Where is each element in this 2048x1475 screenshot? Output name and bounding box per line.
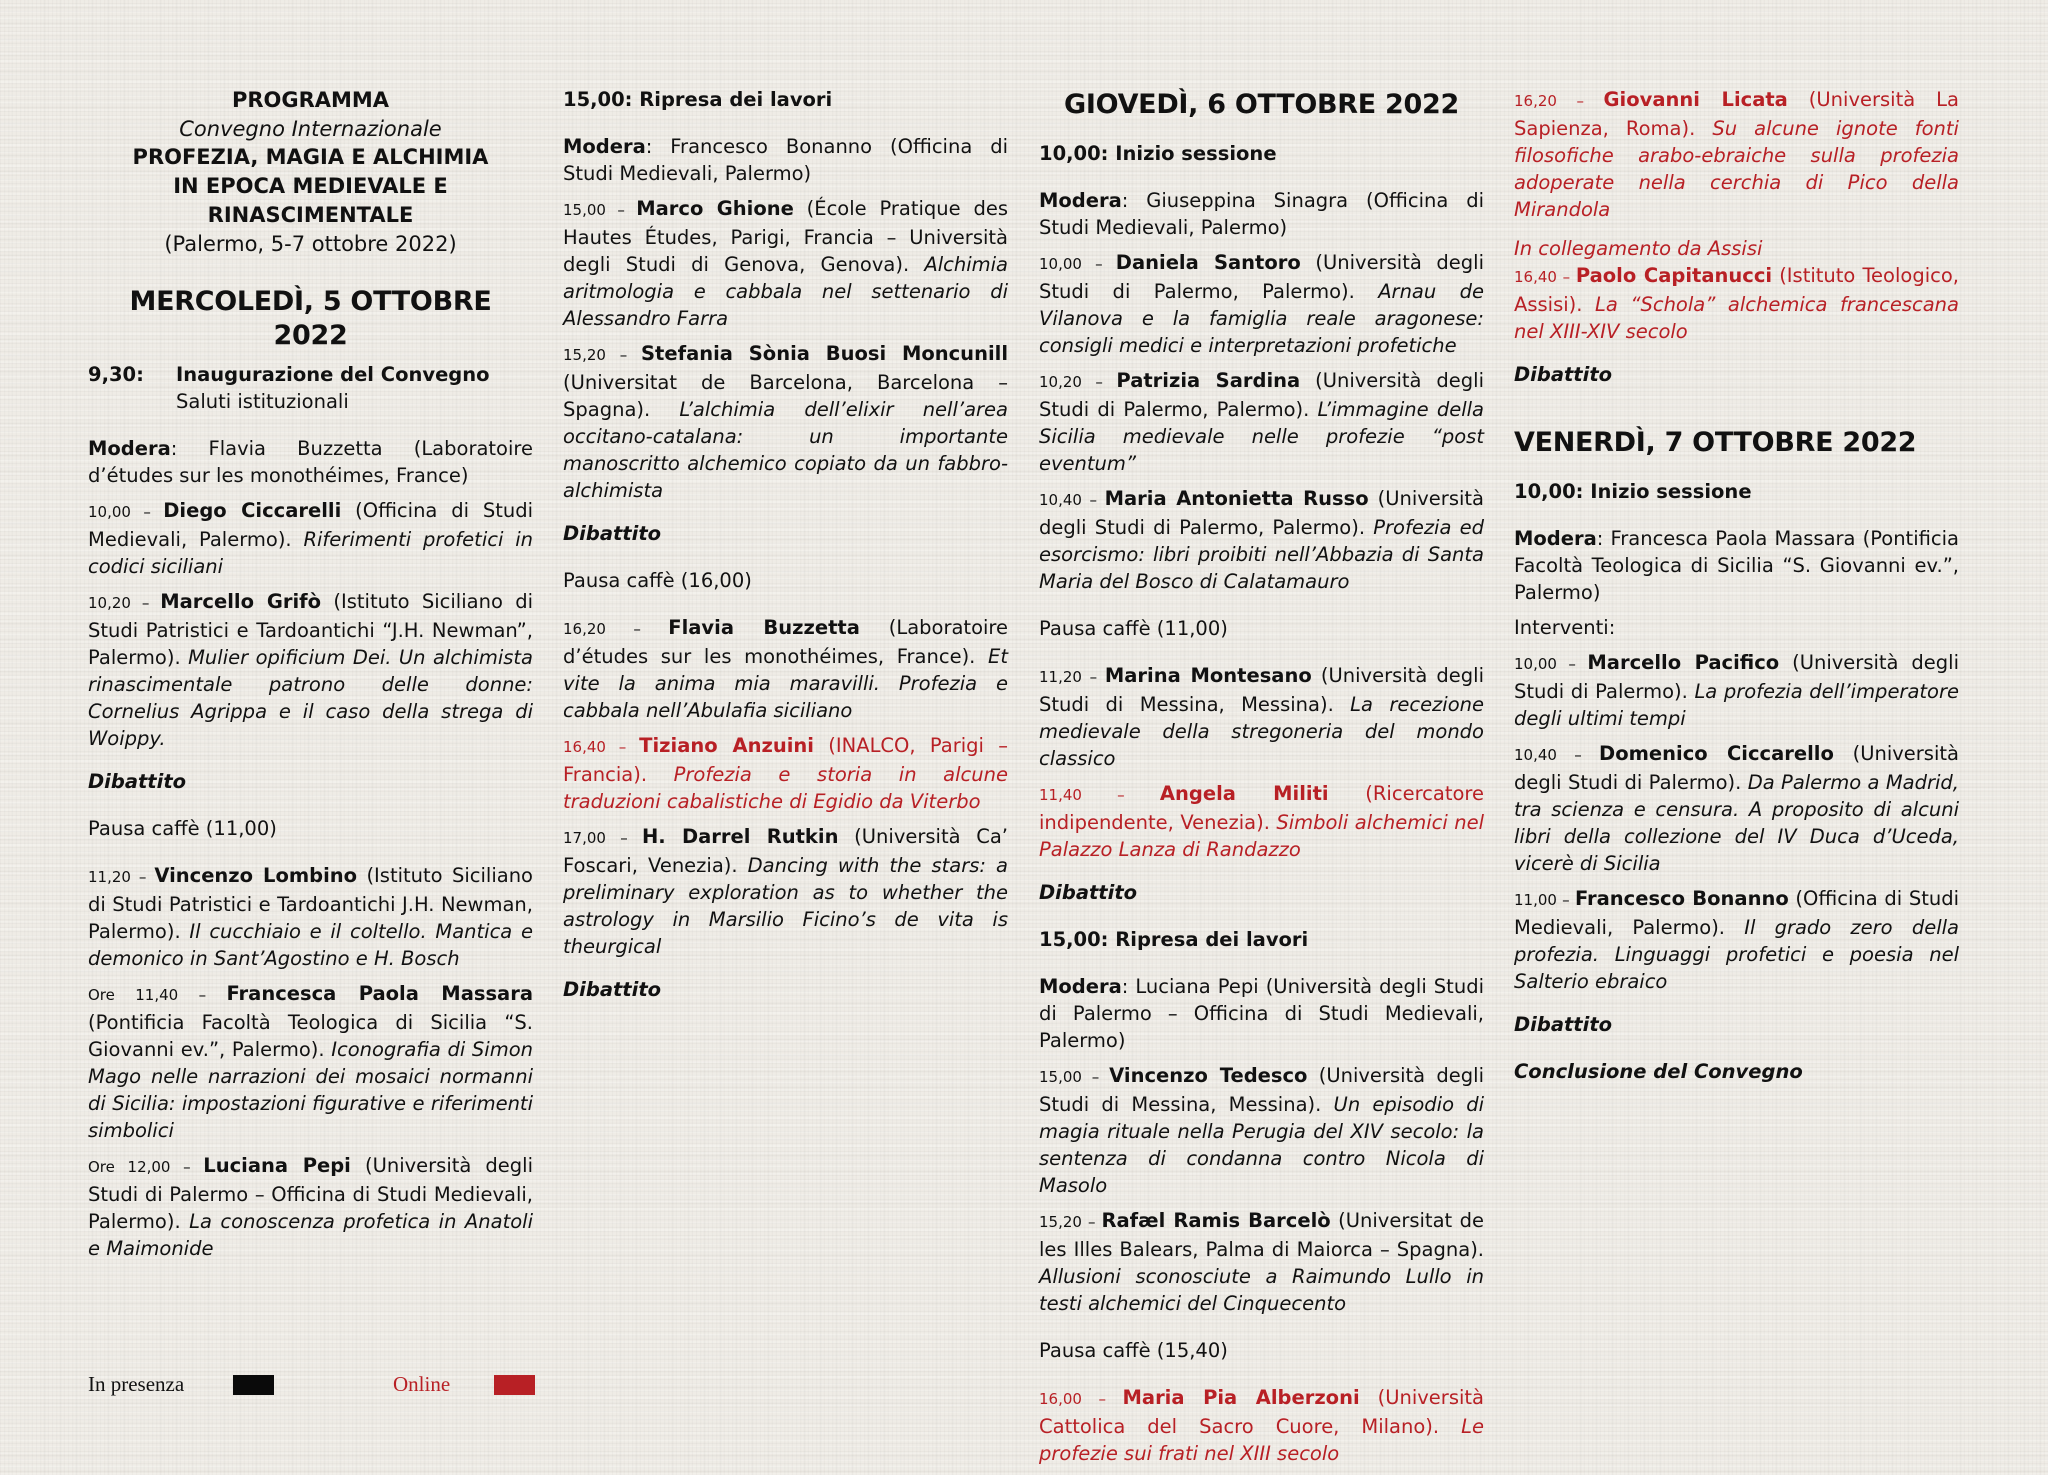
talk-title: Profezia e storia in alcune traduzioni cabalistiche di Egidio da Viterbo <box>563 763 1008 813</box>
talk-time: 11,20 – <box>1039 668 1105 686</box>
talk-title: Profezia ed esorcismo: libri proibiti nell’Abbazia di Santa Maria del Bosco di Calatamauro <box>1039 516 1484 593</box>
talk-time: 10,00 – <box>1039 255 1116 273</box>
talk-title: L’immagine della Sicilia medievale nelle profezie “post eventum” <box>1039 398 1484 475</box>
talk-item <box>563 614 1008 724</box>
column-4 <box>1514 86 1959 1085</box>
talk-item <box>88 497 533 580</box>
talk-title: La “Schola” alchemica francescana nel XIII-XIV secolo <box>1514 293 1959 343</box>
talk-time: 10,20 – <box>1039 373 1117 391</box>
program-header <box>88 86 533 259</box>
coffee-break: Pausa caffè (11,00) <box>88 817 277 840</box>
talk-speaker: Diego Ciccarelli <box>163 499 342 522</box>
talk-item-online <box>1514 262 1959 345</box>
talk-time: 15,20 – <box>1039 1213 1102 1231</box>
program-title: PROGRAMMA <box>231 88 390 112</box>
moderator-text: : Francesco Bonanno (Officina di Studi Medievali, Palermo) <box>563 135 1008 185</box>
talk-item <box>88 588 533 752</box>
talk-speaker: Vincenzo Tedesco <box>1109 1064 1308 1087</box>
talk-speaker: Francesco Bonanno <box>1574 887 1789 910</box>
legend-presence-label: In presenza <box>88 1372 185 1396</box>
talk-affiliation: (Università degli Studi di Palermo, Palermo). <box>1039 487 1484 539</box>
debate-label: Dibattito <box>88 770 187 793</box>
legend-presence-swatch <box>233 1375 274 1395</box>
talk-item <box>1039 1062 1484 1199</box>
talk-item <box>1514 649 1959 732</box>
debate-label: Dibattito <box>1039 881 1138 904</box>
talk-time: Ore 12,00 – <box>88 1158 204 1176</box>
talk-affiliation: (Università degli Studi di Palermo, Palermo). <box>1039 369 1484 421</box>
talk-speaker: Stefania Sònia Buosi Moncunill <box>641 342 1009 365</box>
talk-item <box>1039 249 1484 359</box>
talk-affiliation: (Istituto Teologico, Assisi). <box>1514 264 1959 316</box>
moderator <box>1039 973 1484 1054</box>
talk-speaker: Maria Antonietta Russo <box>1104 487 1369 510</box>
talk-time: 16,00 – <box>1039 1390 1123 1408</box>
talk-title: Mulier opificium Dei. Un alchimista rinascimentale patrono delle donne: Cornelius Agrippa e il caso della strega di Woippy. <box>88 646 533 750</box>
opening-label: Inaugurazione del Convegno <box>176 363 490 386</box>
talk-affiliation: (Officina di Studi Medievali, Palermo). <box>88 499 534 551</box>
talk-time: 15,20 – <box>563 346 641 364</box>
legend-online-label: Online <box>393 1372 451 1396</box>
talk-affiliation: (Università degli Studi di Palermo, Palermo). <box>1039 251 1484 303</box>
debate-label: Dibattito <box>563 978 662 1001</box>
coffee-break: Pausa caffè (16,00) <box>563 569 752 592</box>
moderator-label: Modera <box>1039 975 1122 998</box>
program-subtitle: Convegno Internazionale <box>179 117 442 141</box>
session-heading: 15,00: Ripresa dei lavori <box>1039 928 1309 951</box>
column-2 <box>563 86 1008 1023</box>
talk-speaker: Vincenzo Lombino <box>154 864 358 887</box>
moderator <box>563 133 1008 187</box>
talk-time: 16,20 – <box>563 620 669 638</box>
talk-speaker: Tiziano Anzuini <box>639 734 814 757</box>
talk-affiliation: (Officina di Studi Medievali, Palermo). <box>1514 887 1959 939</box>
talk-title: Iconografia di Simon Mago nelle narrazioni dei mosaici normanni di Sicilia: impostazioni figurative e riferimenti simbolici <box>88 1038 534 1142</box>
talk-time: 15,00 – <box>1039 1068 1110 1086</box>
talk-speaker: Francesca Paola Massara <box>226 982 533 1005</box>
talk-item <box>1039 367 1484 477</box>
talk-time: 16,40 – <box>1514 268 1576 286</box>
talk-item <box>88 862 533 972</box>
session-heading: 15,00: Ripresa dei lavori <box>563 88 833 111</box>
talk-speaker: Patrizia Sardina <box>1116 369 1301 392</box>
talk-title: Un episodio di magia rituale nella Perugia del XIV secolo: la sentenza di condanna contro Nicola di Masolo <box>1039 1093 1484 1197</box>
talk-affiliation: (Istituto Siciliano di Studi Patristici e Tardoantichi “J.H. Newman”, Palermo). <box>88 590 533 669</box>
talk-item <box>1039 662 1484 772</box>
talk-time: 10,00 – <box>1514 655 1588 673</box>
coffee-break: Pausa caffè (11,00) <box>1039 617 1228 640</box>
talk-time: 10,40 – <box>1039 491 1105 509</box>
talk-affiliation: (INALCO, Parigi – Francia). <box>563 734 1008 786</box>
moderator-label: Modera <box>1039 189 1122 212</box>
talk-time: 16,40 – <box>563 738 640 756</box>
moderator-text: : Giuseppina Sinagra (Officina di Studi Medievali, Palermo) <box>1039 189 1484 239</box>
column-3 <box>1039 86 1484 1475</box>
talk-speaker: Domenico Ciccarello <box>1599 742 1834 765</box>
talk-speaker: Marcello Grifò <box>160 590 322 613</box>
talk-item-online <box>563 732 1008 815</box>
talk-speaker: Giovanni Licata <box>1603 88 1788 111</box>
talk-title: Il cucchiaio e il coltello. Mantica e demonico in Sant’Agostino e H. Bosch <box>88 920 533 970</box>
talk-item <box>1514 885 1959 995</box>
talk-affiliation: (Università La Sapienza, Roma). <box>1514 88 1959 140</box>
moderator <box>1514 525 1959 606</box>
talk-item <box>1039 485 1484 595</box>
talk-item <box>88 980 533 1144</box>
talk-affiliation: (Ricercatore indipendente, Venezia). <box>1039 782 1484 834</box>
talk-time: 17,00 – <box>563 829 642 847</box>
moderator-text: : Luciana Pepi (Università degli Studi di Palermo – Officina di Studi Medievali, Palermo) <box>1039 975 1484 1052</box>
talk-time: 11,00 – <box>1514 891 1575 909</box>
session-heading: 10,00: Inizio sessione <box>1039 142 1277 165</box>
day-title-wednesday: MERCOLEDÌ, 5 OTTOBRE 2022 <box>129 286 492 351</box>
talk-item <box>563 823 1008 960</box>
legend-online-swatch <box>494 1375 535 1395</box>
talk-speaker: Marco Ghione <box>636 197 794 220</box>
talk-time: 10,00 – <box>88 503 164 521</box>
talk-item-online <box>1039 780 1484 863</box>
talk-time: 11,20 – <box>88 868 155 886</box>
moderator-label: Modera <box>563 135 646 158</box>
interventions-label: Interventi: <box>1514 616 1616 639</box>
talk-title: Su alcune ignote fonti filosofiche arabo-ebraiche sulla profezia adoperate nella cerchia di Pico della Mirandola <box>1514 117 1959 221</box>
talk-title: Allusioni sconosciute a Raimundo Lullo in testi alchemici del Cinquecento <box>1039 1265 1484 1315</box>
opening-time: 9,30: <box>88 363 144 386</box>
talk-title: Le profezie sui frati nel XIII secolo <box>1039 1415 1484 1465</box>
talk-title: Il grado zero della profezia. Linguaggi profetici e poesia nel Salterio ebraico <box>1514 916 1959 993</box>
talk-affiliation: (Laboratoire d’études sur les monothéimes, France). <box>563 616 1009 668</box>
talk-affiliation: (Università Cattolica del Sacro Cuore, Milano). <box>1039 1386 1484 1438</box>
talk-affiliation: (Università degli Studi di Messina, Messina). <box>1039 664 1484 716</box>
conference-name-line: PROFEZIA, MAGIA E ALCHIMIA <box>132 145 489 169</box>
talk-speaker: Marina Montesano <box>1104 664 1312 687</box>
talk-affiliation: (École Pratique des Hautes Études, Parigi, Francia – Università degli Studi di Genova, Genova). <box>563 197 1008 276</box>
talk-speaker: Maria Pia Alberzoni <box>1122 1386 1360 1409</box>
talk-time: 16,20 – <box>1514 92 1604 110</box>
debate-label: Dibattito <box>1514 1013 1613 1036</box>
talk-speaker: Rafæl Ramis Barcelò <box>1101 1209 1331 1232</box>
moderator-label: Modera <box>1514 527 1597 550</box>
moderator-text: : Francesca Paola Massara (Pontificia Facoltà Teologica di Sicilia “S. Giovanni ev.”, Palermo) <box>1514 527 1959 604</box>
opening-subtitle: Saluti istituzionali <box>176 390 349 413</box>
conference-name-line: RINASCIMENTALE <box>207 203 414 227</box>
talk-title: Alchimia aritmologia e cabbala nel settenario di Alessandro Farra <box>563 253 1008 330</box>
debate-label: Dibattito <box>1514 363 1613 386</box>
talk-item-online <box>1514 86 1959 223</box>
talk-affiliation: (Università degli Studi di Palermo). <box>1514 651 1959 703</box>
coffee-break: Pausa caffè (15,40) <box>1039 1339 1228 1362</box>
talk-affiliation: (Istituto Siciliano di Studi Patristici e Tardoantichi J.H. Newman, Palermo). <box>88 864 533 943</box>
talk-title: La recezione medievale della stregoneria del mondo classico <box>1039 693 1484 770</box>
talk-item <box>563 340 1008 504</box>
talk-item-online <box>1039 1384 1484 1467</box>
talk-time: 11,40 – <box>1039 786 1160 804</box>
talk-title: Arnau de Vilanova e la famiglia reale aragonese: consigli medici e interpretazioni profetiche <box>1039 280 1485 357</box>
session-heading: 10,00: Inizio sessione <box>1514 480 1752 503</box>
talk-affiliation: (Università degli Studi di Messina, Messina). <box>1039 1064 1484 1116</box>
talk-speaker: Paolo Capitanucci <box>1575 264 1773 287</box>
talk-affiliation: (Università degli Studi di Palermo). <box>1514 742 1959 794</box>
conference-name-line: IN EPOCA MEDIEVALE E <box>173 174 448 198</box>
talk-affiliation: (Universitat de les Illes Balears, Palma di Maiorca – Spagna). <box>1039 1209 1484 1261</box>
day-title-friday: VENERDÌ, 7 OTTOBRE 2022 <box>1514 427 1917 458</box>
talk-speaker: H. Darrel Rutkin <box>641 825 839 848</box>
talk-speaker: Luciana Pepi <box>203 1154 351 1177</box>
talk-title: Dancing with the stars: a preliminary exploration as to whether the astrology in Marsilio Ficino’s de vita is theurgical <box>563 854 1008 958</box>
column-1 <box>88 86 533 1270</box>
talk-affiliation: (Pontificia Facoltà Teologica di Sicilia “S. Giovanni ev.”, Palermo). <box>88 1011 533 1061</box>
talk-title: La profezia dell’imperatore degli ultimi tempi <box>1514 680 1959 730</box>
talk-time: 10,40 – <box>1514 746 1600 764</box>
talk-title: L’alchimia dell’elixir nell’area occitano-catalana: un importante manoscritto alchemico copiato da un fabbro-alchimista <box>563 398 1009 502</box>
moderator <box>88 435 533 489</box>
conference-closing: Conclusione del Convegno <box>1514 1060 1803 1083</box>
day-title-thursday: GIOVEDÌ, 6 OTTOBRE 2022 <box>1064 89 1459 120</box>
moderator-label: Modera <box>88 437 171 460</box>
conference-place-date: (Palermo, 5-7 ottobre 2022) <box>164 232 457 256</box>
talk-title: Et vite la anima mia maravilli. Profezia e cabbala nell’Abulafia siciliano <box>563 645 1008 722</box>
moderator <box>1039 187 1484 241</box>
talk-time: Ore 11,40 – <box>88 986 227 1004</box>
talk-speaker: Daniela Santoro <box>1115 251 1301 274</box>
talk-title: Simboli alchemici nel Palazzo Lanza di Randazzo <box>1039 811 1484 861</box>
talk-speaker: Marcello Pacifico <box>1587 651 1780 674</box>
talk-affiliation: (Università degli Studi di Palermo – Officina di Studi Medievali, Palermo). <box>88 1154 534 1233</box>
talk-item <box>1514 740 1959 877</box>
talk-speaker: Angela Militi <box>1159 782 1329 805</box>
talk-title: La conoscenza profetica in Anatoli e Maimonide <box>88 1210 533 1260</box>
talk-item <box>88 1152 533 1262</box>
talk-time: 10,20 – <box>88 594 161 612</box>
talk-affiliation: (Università Ca’ Foscari, Venezia). <box>563 825 1008 877</box>
moderator-text: : Flavia Buzzetta (Laboratoire d’études sur les monothéimes, France) <box>88 437 533 487</box>
talk-speaker: Flavia Buzzetta <box>668 616 860 639</box>
opening-session <box>88 361 533 388</box>
remote-connection-note: In collegamento da Assisi <box>1514 237 1763 260</box>
talk-affiliation: (Universitat de Barcelona, Barcelona – Spagna). <box>563 371 1008 421</box>
talk-item <box>563 195 1008 332</box>
talk-item <box>1039 1207 1484 1317</box>
talk-time: 15,00 – <box>563 201 637 219</box>
debate-label: Dibattito <box>563 522 662 545</box>
talk-title: Da Palermo a Madrid, tra scienza e censura. A proposito di alcuni libri della collezione del IV Duca d’Uceda, vicerè di Sicilia <box>1514 771 1959 875</box>
talk-title: Riferimenti profetici in codici siciliani <box>88 528 533 578</box>
